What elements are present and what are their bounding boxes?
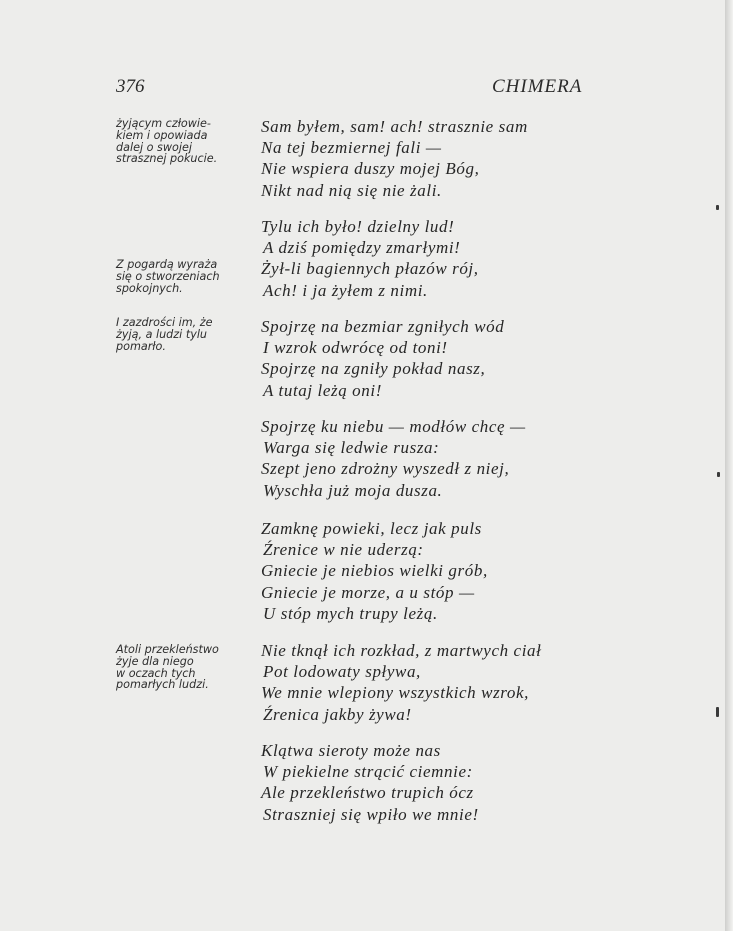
- verse-line: Na tej bezmiernej fali —: [261, 138, 442, 158]
- page-number: 376: [116, 76, 145, 97]
- verse-line: We mnie wlepiony wszystkich wzrok,: [261, 683, 529, 703]
- gloss-line: żyjącym człowie-: [116, 117, 211, 130]
- running-title: CHIMERA: [492, 76, 583, 97]
- stanza-4: [261, 416, 591, 501]
- verse-line: Szept jeno zdrożny wyszedł z niej,: [261, 459, 510, 479]
- verse-line: Nikt nad nią się nie żali.: [261, 180, 442, 200]
- verse-line: Tylu ich było! dzielny lud!: [261, 217, 455, 236]
- verse-line: Gniecie je niebios wielki grób,: [261, 561, 488, 581]
- gloss-line: dalej o swojej: [116, 140, 192, 154]
- verse-line: Ach! i ja żyłem z nimi.: [263, 280, 428, 300]
- verse-line: Spojrzę ku niebu — modłów chcę —: [261, 417, 526, 436]
- stanza-6: [261, 640, 591, 725]
- stanza-7: [261, 740, 591, 825]
- gloss-line: I zazdrości im, że: [116, 316, 213, 329]
- verse-line: Spojrzę na zgniły pokład nasz,: [261, 359, 486, 379]
- gloss-line: strasznej pokucie.: [116, 152, 218, 166]
- verse-line: Sam byłem, sam! ach! strasznie sam: [261, 117, 528, 136]
- gloss-line: w oczach tych: [116, 666, 196, 680]
- gloss-line: żyje dla niego: [116, 654, 194, 668]
- gloss-line: żyją, a ludzi tylu: [116, 327, 208, 341]
- verse-line: U stóp mych trupy leżą.: [263, 603, 438, 623]
- gloss-line: kiem i opowiada: [116, 128, 208, 142]
- stanza-5: [261, 518, 591, 624]
- verse-line: Nie wspiera duszy mojej Bóg,: [261, 159, 480, 179]
- gloss-line: Atoli przekleństwo: [116, 643, 219, 656]
- marginal-gloss-4: [116, 644, 249, 691]
- gloss-line: pomarło.: [116, 339, 166, 353]
- page-header: [0, 76, 725, 100]
- gloss-line: pomarłych ludzi.: [116, 678, 209, 692]
- ink-speck: [716, 707, 719, 717]
- verse-line: I wzrok odwrócę od toni!: [263, 338, 448, 358]
- verse-line: Wyschła już moja dusza.: [263, 480, 443, 500]
- verse-line: Warga się ledwie rusza:: [263, 438, 440, 458]
- marginal-gloss-1: [116, 118, 249, 165]
- verse-line: Zamknę powieki, lecz jak puls: [261, 519, 482, 538]
- verse-line: Straszniej się wpiło we mnie!: [263, 804, 479, 824]
- verse-line: Spojrzę na bezmiar zgniłych wód: [261, 317, 505, 336]
- page-edge-shadow: [725, 0, 733, 931]
- gloss-line: spokojnych.: [116, 281, 183, 295]
- gloss-line: Z pogardą wyraża: [116, 258, 218, 271]
- verse-line: Żył-li bagiennych płazów rój,: [261, 259, 479, 279]
- ink-speck: [716, 205, 719, 210]
- verse-line: W piekielne strącić ciemnie:: [263, 762, 473, 782]
- ink-speck: [717, 472, 720, 477]
- verse-line: Źrenice w nie uderzą:: [263, 540, 424, 560]
- marginal-gloss-2: [116, 259, 249, 294]
- verse-line: Nie tknął ich rozkład, z martwych ciał: [261, 641, 542, 660]
- verse-line: Gniecie je morze, a u stóp —: [261, 582, 475, 602]
- marginal-gloss-3: [116, 317, 249, 352]
- verse-line: Ale przekleństwo trupich ócz: [261, 783, 474, 803]
- stanza-2: [261, 216, 591, 301]
- verse-line: A dziś pomiędzy zmarłymi!: [263, 238, 461, 258]
- verse-line: Źrenica jakby żywa!: [263, 704, 412, 724]
- stanza-3: [261, 316, 591, 401]
- verse-line: Klątwa sieroty może nas: [261, 741, 441, 760]
- verse-line: A tutaj leżą oni!: [263, 380, 382, 400]
- gloss-line: się o stworzeniach: [116, 269, 220, 283]
- stanza-1: [261, 116, 591, 201]
- verse-line: Pot lodowaty spływa,: [263, 662, 421, 682]
